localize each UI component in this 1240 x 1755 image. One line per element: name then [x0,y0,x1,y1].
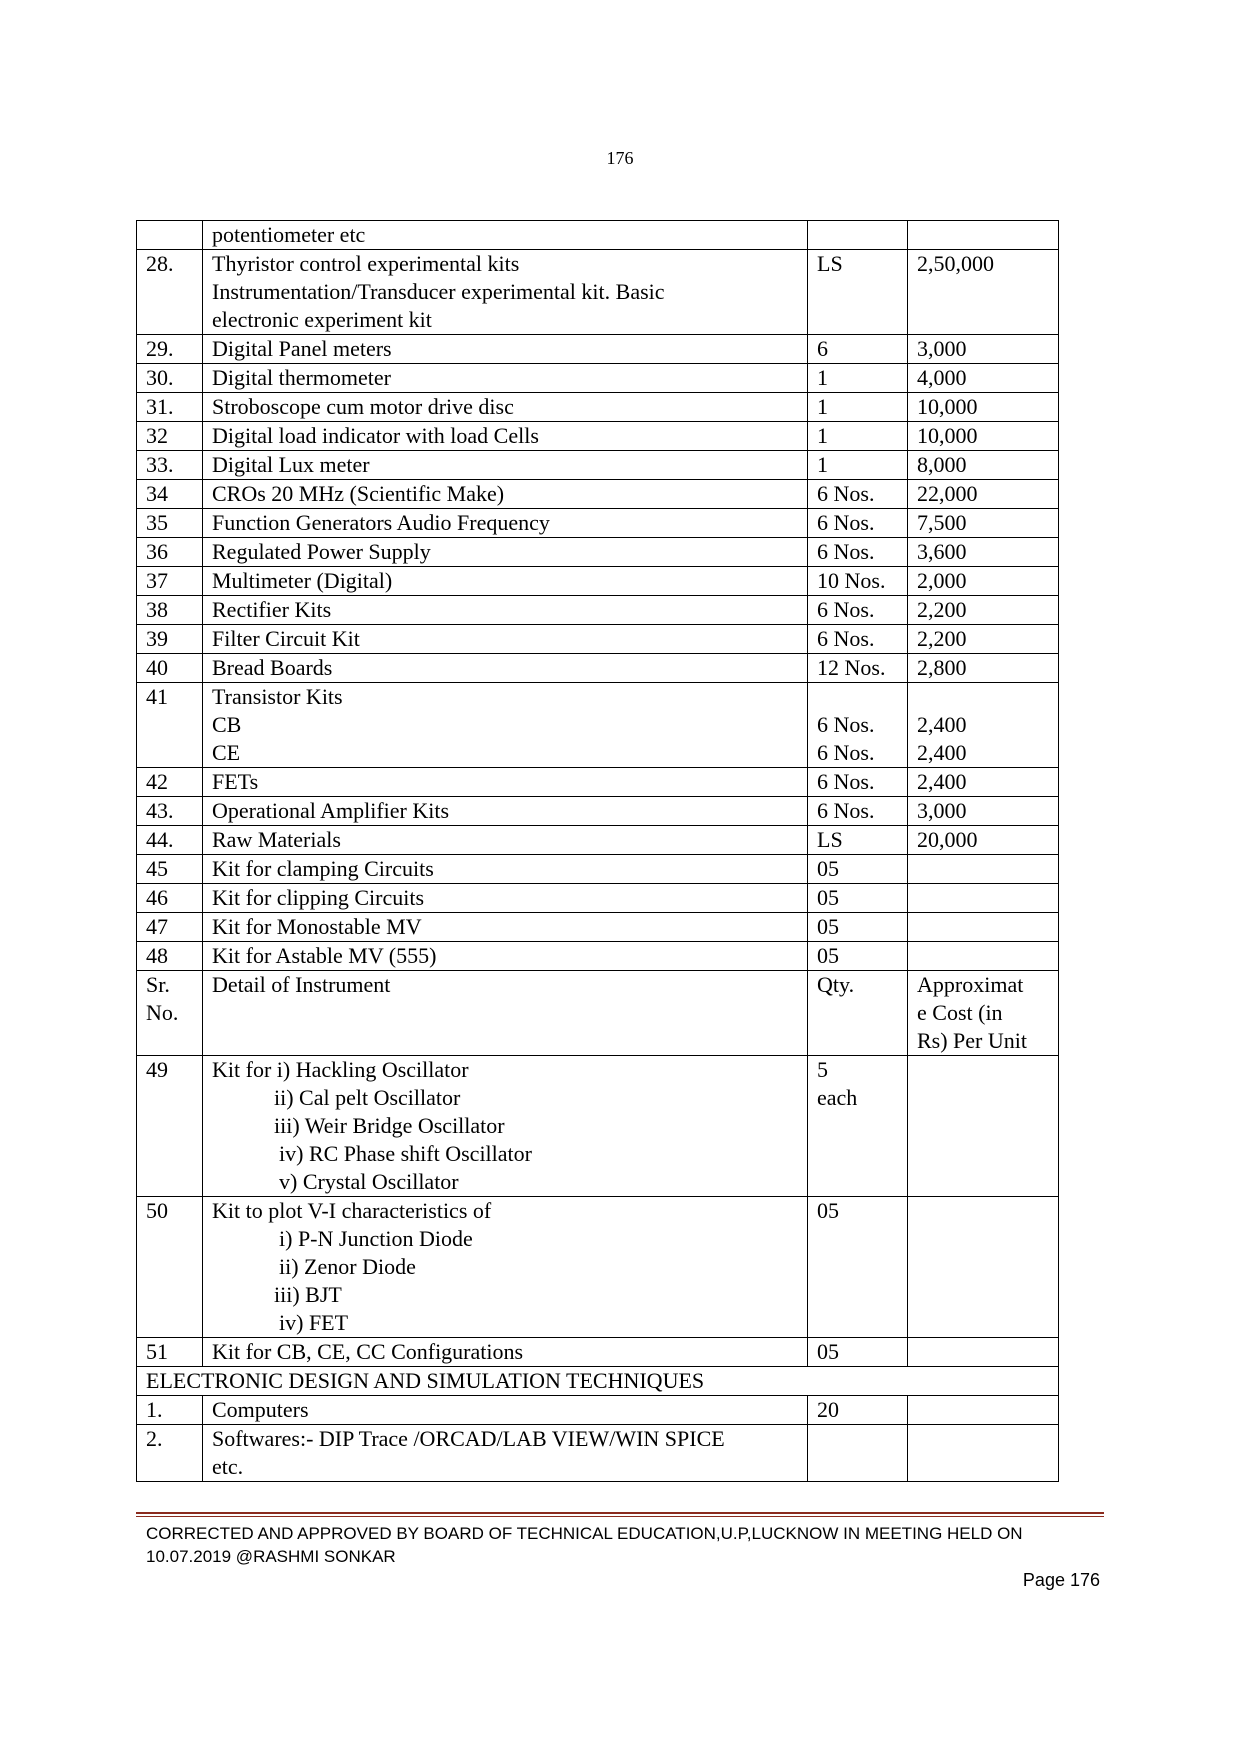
table-row [137,596,1059,625]
cost-cell [908,913,1059,942]
cost-cell [908,942,1059,971]
detail-cell: Kit for clamping Circuits [203,855,808,884]
table-header-row [137,971,1059,1056]
table-row [137,538,1059,567]
qty-cell: 1 [808,364,908,393]
qty-cell: 6 Nos. [808,480,908,509]
sr-cell: 45 [137,855,203,884]
detail-cell: potentiometer etc [203,221,808,250]
footer-line-2: 10.07.2019 @RASHMI SONKAR [146,1547,396,1566]
sr-cell: 38 [137,596,203,625]
table-row [137,768,1059,797]
qty-cell: 12 Nos. [808,654,908,683]
table-row [137,826,1059,855]
sr-cell: 35 [137,509,203,538]
cost-cell: 2,400 2,400 [908,683,1059,768]
section-title: ELECTRONIC DESIGN AND SIMULATION TECHNIQUES [137,1367,1059,1396]
qty-cell: LS [808,826,908,855]
cost-cell: 2,400 [908,768,1059,797]
detail-cell: Computers [203,1396,808,1425]
cost-cell: 10,000 [908,422,1059,451]
qty-cell: 05 [808,1197,908,1338]
table-row [137,884,1059,913]
table-row [137,1338,1059,1367]
sr-cell: 39 [137,625,203,654]
qty-cell: 6 Nos. [808,625,908,654]
table-row [137,625,1059,654]
table-row [137,654,1059,683]
cost-cell: 7,500 [908,509,1059,538]
sr-cell: 44. [137,826,203,855]
detail-cell: Kit for CB, CE, CC Configurations [203,1338,808,1367]
cost-cell [908,855,1059,884]
cost-cell [908,1056,1059,1197]
table-row [137,509,1059,538]
table-row [137,250,1059,335]
qty-cell: 5 each [808,1056,908,1197]
cost-cell: 2,50,000 [908,250,1059,335]
cost-cell [908,884,1059,913]
detail-cell: Thyristor control experimental kits Instrumentation/Transducer experimental kit. Basic electronic experiment kit [203,250,808,335]
qty-cell: 20 [808,1396,908,1425]
table-row [137,480,1059,509]
detail-cell: Raw Materials [203,826,808,855]
detail-cell: Digital load indicator with load Cells [203,422,808,451]
table-row [137,1056,1059,1197]
detail-cell: CROs 20 MHz (Scientific Make) [203,480,808,509]
cost-cell [908,1197,1059,1338]
qty-cell: 05 [808,855,908,884]
qty-cell: 6 Nos. [808,596,908,625]
detail-cell: Kit for Monostable MV [203,913,808,942]
table-row [137,913,1059,942]
detail-cell: Operational Amplifier Kits [203,797,808,826]
table-row [137,683,1059,768]
cost-cell [908,1338,1059,1367]
footer-note [146,1522,1106,1568]
qty-cell: 10 Nos. [808,567,908,596]
qty-cell: 05 [808,913,908,942]
detail-cell: Regulated Power Supply [203,538,808,567]
detail-cell: Kit for i) Hackling Oscillator ii) Cal pelt Oscillator iii) Weir Bridge Oscillator iv) RC Phase shift Oscillator v) Crystal Oscillator [203,1056,808,1197]
qty-cell: 05 [808,1338,908,1367]
detail-cell: Stroboscope cum motor drive disc [203,393,808,422]
detail-cell: Bread Boards [203,654,808,683]
table-row [137,1197,1059,1338]
qty-cell: 6 Nos. [808,538,908,567]
cost-cell: 10,000 [908,393,1059,422]
sr-cell: 50 [137,1197,203,1338]
detail-cell: Transistor Kits CB CE [203,683,808,768]
footer-rule-thin [136,1516,1104,1517]
detail-cell: Multimeter (Digital) [203,567,808,596]
qty-cell: 6 Nos. [808,797,908,826]
cost-cell [908,1425,1059,1482]
sr-cell: 42 [137,768,203,797]
qty-cell: 05 [808,942,908,971]
sr-cell: 49 [137,1056,203,1197]
qty-cell: 1 [808,422,908,451]
sr-cell: 2. [137,1425,203,1482]
cost-cell: 3,000 [908,335,1059,364]
sr-cell: 31. [137,393,203,422]
sr-cell: 30. [137,364,203,393]
qty-cell: LS [808,250,908,335]
detail-cell: FETs [203,768,808,797]
header-qty: Qty. [808,971,908,1056]
sr-cell: 46 [137,884,203,913]
qty-cell: 1 [808,451,908,480]
detail-cell: Kit for clipping Circuits [203,884,808,913]
sr-cell [137,221,203,250]
cost-cell [908,221,1059,250]
cost-cell: 8,000 [908,451,1059,480]
equipment-table [136,220,1059,1482]
sr-cell: 33. [137,451,203,480]
equipment-table-body [137,221,1059,971]
qty-cell: 6 Nos. 6 Nos. [808,683,908,768]
detail-cell: Rectifier Kits [203,596,808,625]
sr-cell: 48 [137,942,203,971]
cost-cell: 2,800 [908,654,1059,683]
header-sr-no: Sr. No. [137,971,203,1056]
table-row [137,335,1059,364]
sr-cell: 47 [137,913,203,942]
detail-cell: Filter Circuit Kit [203,625,808,654]
table-row [137,364,1059,393]
detail-cell: Kit to plot V-I characteristics of i) P-N Junction Diode ii) Zenor Diode iii) BJT iv) FET [203,1197,808,1338]
qty-cell: 6 Nos. [808,509,908,538]
footer-rule [136,1512,1104,1514]
section-title-row [137,1367,1059,1396]
page-label: Page 176 [1022,1570,1100,1590]
sr-cell: 43. [137,797,203,826]
table-row [137,1425,1059,1482]
table-row [137,393,1059,422]
cost-cell: 3,000 [908,797,1059,826]
cost-cell: 2,200 [908,625,1059,654]
cost-cell: 2,000 [908,567,1059,596]
detail-cell: Function Generators Audio Frequency [203,509,808,538]
cost-cell: 3,600 [908,538,1059,567]
sr-cell: 40 [137,654,203,683]
sr-cell: 28. [137,250,203,335]
table-row [137,567,1059,596]
table-row [137,942,1059,971]
qty-cell: 1 [808,393,908,422]
table-row [137,221,1059,250]
detail-cell: Softwares:- DIP Trace /ORCAD/LAB VIEW/WIN SPICE etc. [203,1425,808,1482]
header-cost: Approximat e Cost (in Rs) Per Unit [908,971,1059,1056]
qty-cell: 6 [808,335,908,364]
page-number-top: 176 [606,148,634,168]
cost-cell: 2,200 [908,596,1059,625]
qty-cell [808,1425,908,1482]
table-row [137,797,1059,826]
detail-cell: Digital Lux meter [203,451,808,480]
detail-cell: Digital thermometer [203,364,808,393]
cost-cell: 22,000 [908,480,1059,509]
sr-cell: 29. [137,335,203,364]
sr-cell: 1. [137,1396,203,1425]
sr-cell: 41 [137,683,203,768]
qty-cell [808,221,908,250]
sr-cell: 36 [137,538,203,567]
detail-cell: Digital Panel meters [203,335,808,364]
cost-cell [908,1396,1059,1425]
equipment-table-lower [137,971,1059,1482]
header-detail: Detail of Instrument [203,971,808,1056]
sr-cell: 37 [137,567,203,596]
table-row [137,1396,1059,1425]
sr-cell: 51 [137,1338,203,1367]
sr-cell: 34 [137,480,203,509]
qty-cell: 05 [808,884,908,913]
detail-cell: Kit for Astable MV (555) [203,942,808,971]
cost-cell: 4,000 [908,364,1059,393]
qty-cell: 6 Nos. [808,768,908,797]
table-row [137,855,1059,884]
table-row [137,422,1059,451]
footer-line-1: CORRECTED AND APPROVED BY BOARD OF TECHNICAL EDUCATION,U.P,LUCKNOW IN MEETING HELD ON [146,1524,1023,1543]
sr-cell: 32 [137,422,203,451]
cost-cell: 20,000 [908,826,1059,855]
table-row [137,451,1059,480]
